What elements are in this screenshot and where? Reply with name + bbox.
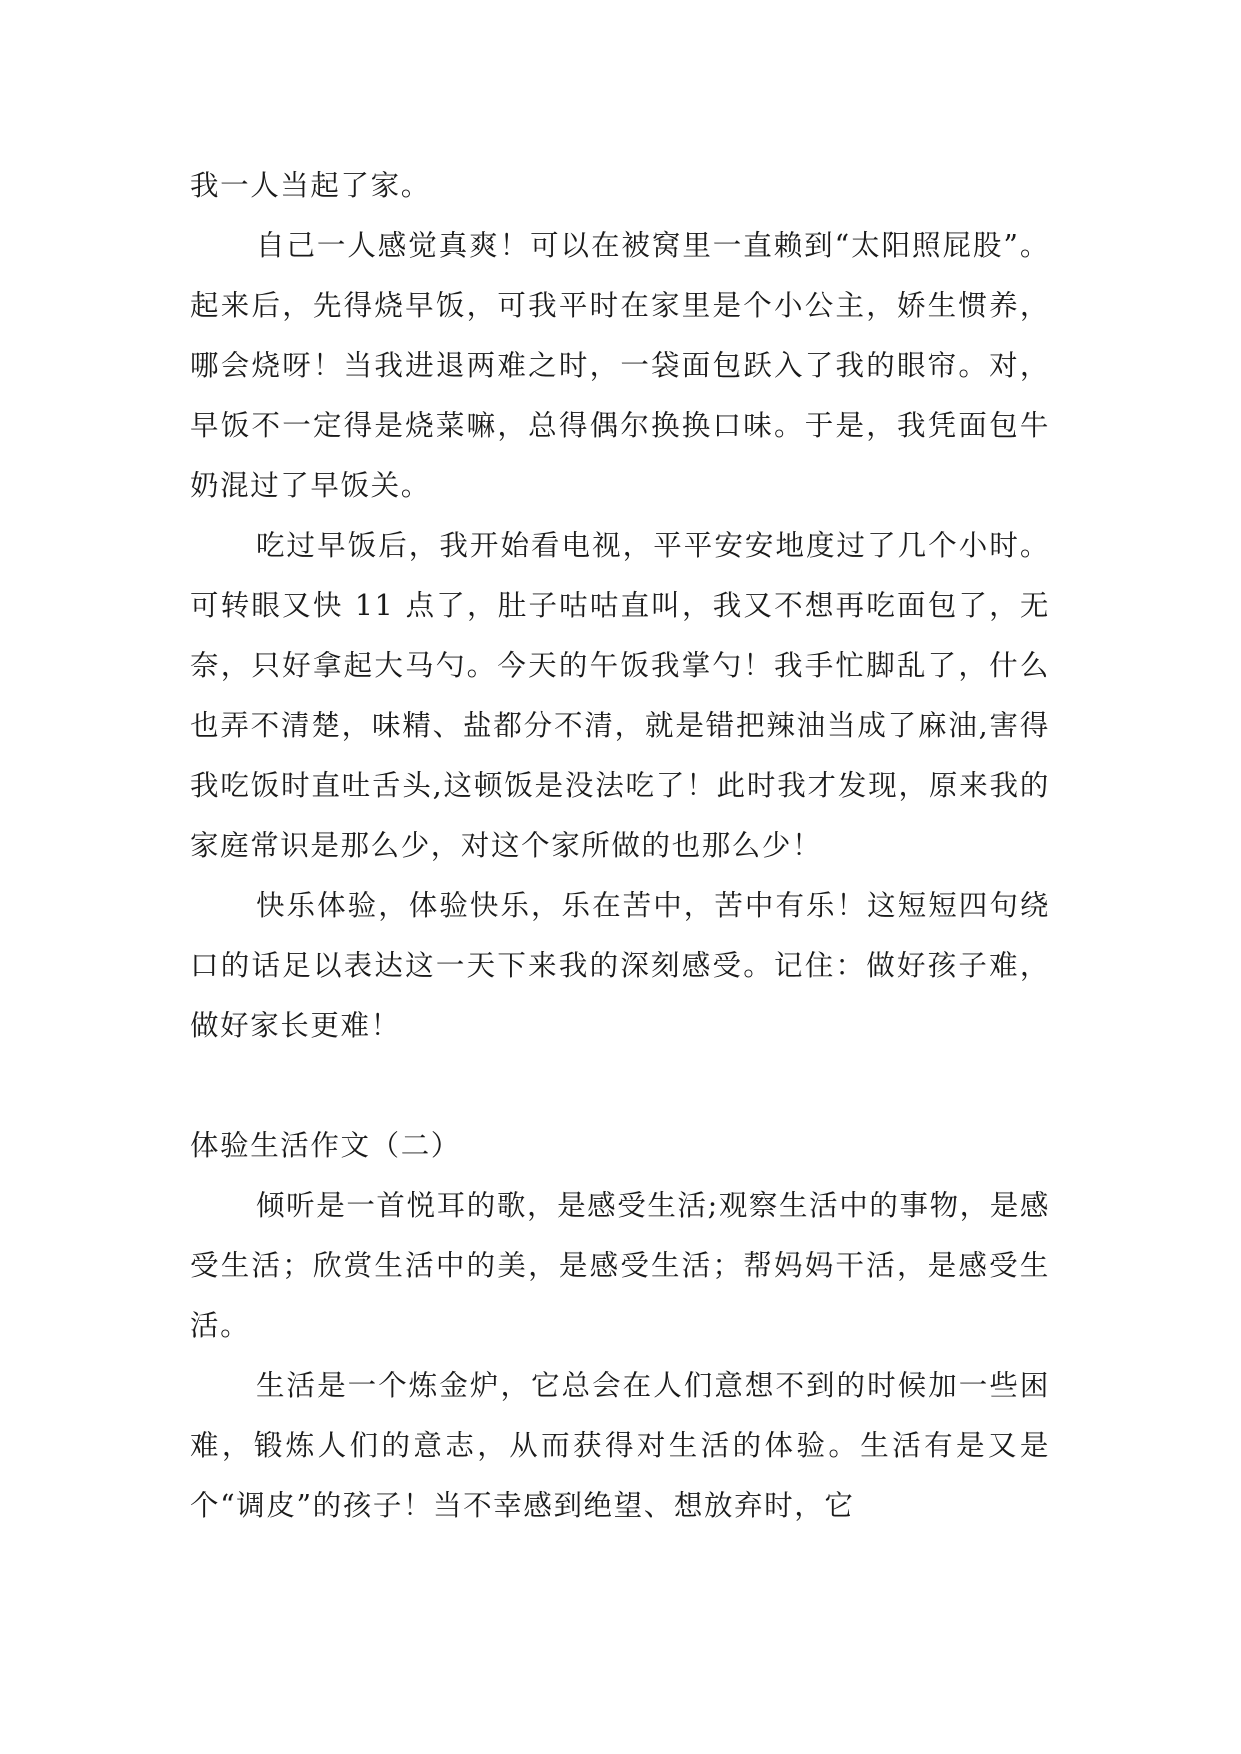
paragraph: 倾听是一首悦耳的歌，是感受生活;观察生活中的事物，是感受生活；欣赏生活中的美，是感受生活；帮妈妈干活，是感受生活。 [190,1189,1050,1342]
section-title: 体验生活作文（二） [190,1129,461,1162]
paragraph: 生活是一个炼金炉，它总会在人们意想不到的时候加一些困难，锻炼人们的意志，从而获得对生活的体验。生活有是又是个“调皮”的孩子！当不幸感到绝望、想放弃时，它 [190,1369,1050,1522]
paragraph: 自己一人感觉真爽！可以在被窝里一直赖到“太阳照屁股”。起来后，先得烧早饭，可我平时在家里是个小公主，娇生惯养，哪会烧呀！当我进退两难之时，一袋面包跃入了我的眼帘。对，早饭不一定得是烧菜嘛，总得偶尔换换口味。于是，我凭面包牛奶混过了早饭关。 [190,229,1050,502]
paragraph: 吃过早饭后，我开始看电视，平平安安地度过了几个小时。可转眼又快 11 点了，肚子咕咕直叫，我又不想再吃面包了，无奈，只好拿起大马勺。今天的午饭我掌勺！我手忙脚乱了，什么也弄不清楚，味精、盐都分不清，就是错把辣油当成了麻油,害得我吃饭时直吐舌头,这顿饭是没法吃了！此时我才发现，原来我的家庭常识是那么少，对这个家所做的也那么少！ [190,529,1050,862]
document-body [190,156,1050,1536]
paragraph-continuation: 我一人当起了家。 [190,169,431,202]
section-spacer [190,1056,1050,1116]
paragraph: 快乐体验，体验快乐，乐在苦中，苦中有乐！这短短四句绕口的话足以表达这一天下来我的深刻感受。记住：做好孩子难，做好家长更难！ [190,889,1050,1042]
